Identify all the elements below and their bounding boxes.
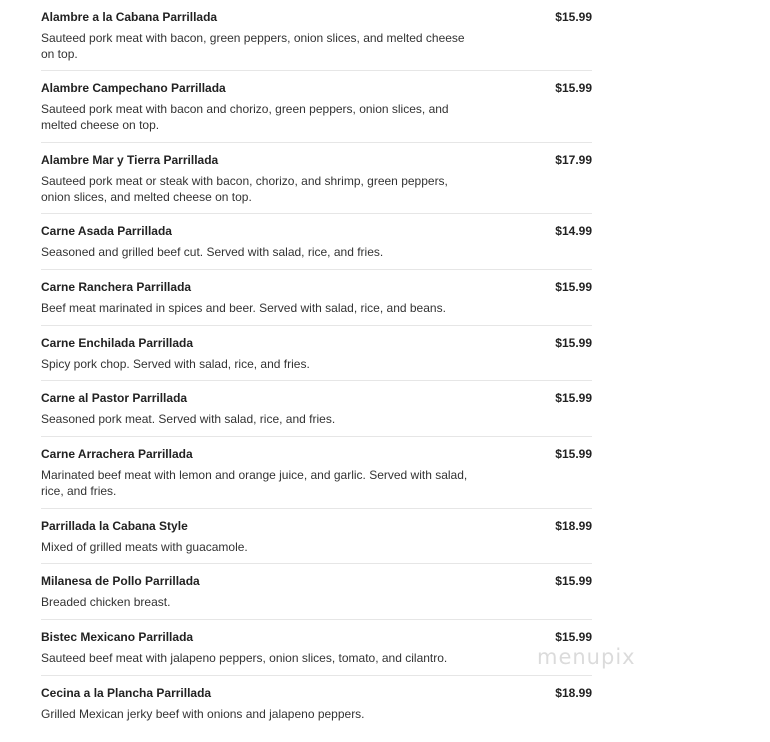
item-price: $15.99 <box>555 574 592 588</box>
item-name: Cecina a la Plancha Parrillada <box>41 686 212 700</box>
menu-item <box>41 509 592 564</box>
item-name: Alambre Campechano Parrillada <box>41 81 226 95</box>
menu-item <box>41 71 592 143</box>
item-description: Spicy pork chop. Served with salad, rice, and fries. <box>41 357 310 371</box>
item-description: Mixed of grilled meats with guacamole. <box>41 540 248 554</box>
item-description: Seasoned pork meat. Served with salad, rice, and fries. <box>41 412 336 426</box>
item-description: Sauteed pork meat or steak with bacon, chorizo, and shrimp, green peppers, onion slices, and melted cheese on top. <box>41 174 448 204</box>
menu-item <box>41 214 592 270</box>
item-description: Seasoned and grilled beef cut. Served with salad, rice, and fries. <box>41 245 384 259</box>
menu-item <box>41 564 592 620</box>
item-description: Grilled Mexican jerky beef with onions and jalapeno peppers. <box>41 707 365 721</box>
item-description: Sauteed pork meat with bacon, green peppers, onion slices, and melted cheese on top. <box>41 31 465 61</box>
item-price: $18.99 <box>555 686 592 700</box>
item-price: $17.99 <box>555 153 592 167</box>
item-description: Marinated beef meat with lemon and orange juice, and garlic. Served with salad, rice, and fries. <box>41 468 468 498</box>
item-price: $15.99 <box>555 630 592 644</box>
item-price: $15.99 <box>555 391 592 405</box>
item-price: $15.99 <box>555 447 592 461</box>
item-name: Carne Ranchera Parrillada <box>41 280 192 294</box>
item-price: $15.99 <box>555 10 592 24</box>
item-name: Carne Arrachera Parrillada <box>41 447 193 461</box>
menu-list <box>41 0 592 736</box>
item-price: $15.99 <box>555 336 592 350</box>
item-name: Carne al Pastor Parrillada <box>41 391 188 405</box>
item-price: $15.99 <box>555 280 592 294</box>
watermark-logo: menupix <box>537 645 636 669</box>
item-name: Milanesa de Pollo Parrillada <box>41 574 200 588</box>
menu-item <box>41 381 592 437</box>
menu-item <box>41 270 592 326</box>
menu-item <box>41 437 592 509</box>
item-name: Alambre a la Cabana Parrillada <box>41 10 218 24</box>
menu-item <box>41 620 592 676</box>
item-description: Sauteed pork meat with bacon and chorizo, green peppers, onion slices, and melted cheese on top. <box>41 102 449 132</box>
menu-item <box>41 143 592 214</box>
item-name: Parrillada la Cabana Style <box>41 519 188 533</box>
item-name: Carne Asada Parrillada <box>41 224 172 238</box>
item-name: Bistec Mexicano Parrillada <box>41 630 194 644</box>
item-name: Carne Enchilada Parrillada <box>41 336 194 350</box>
item-name: Alambre Mar y Tierra Parrillada <box>41 153 219 167</box>
menu-item <box>41 676 592 736</box>
item-description: Beef meat marinated in spices and beer. Served with salad, rice, and beans. <box>41 301 446 315</box>
item-price: $18.99 <box>555 519 592 533</box>
item-price: $15.99 <box>555 81 592 95</box>
item-description: Breaded chicken breast. <box>41 595 171 609</box>
menu-item <box>41 0 592 71</box>
menu-item <box>41 326 592 381</box>
item-price: $14.99 <box>555 224 592 238</box>
item-description: Sauteed beef meat with jalapeno peppers, onion slices, tomato, and cilantro. <box>41 651 448 665</box>
